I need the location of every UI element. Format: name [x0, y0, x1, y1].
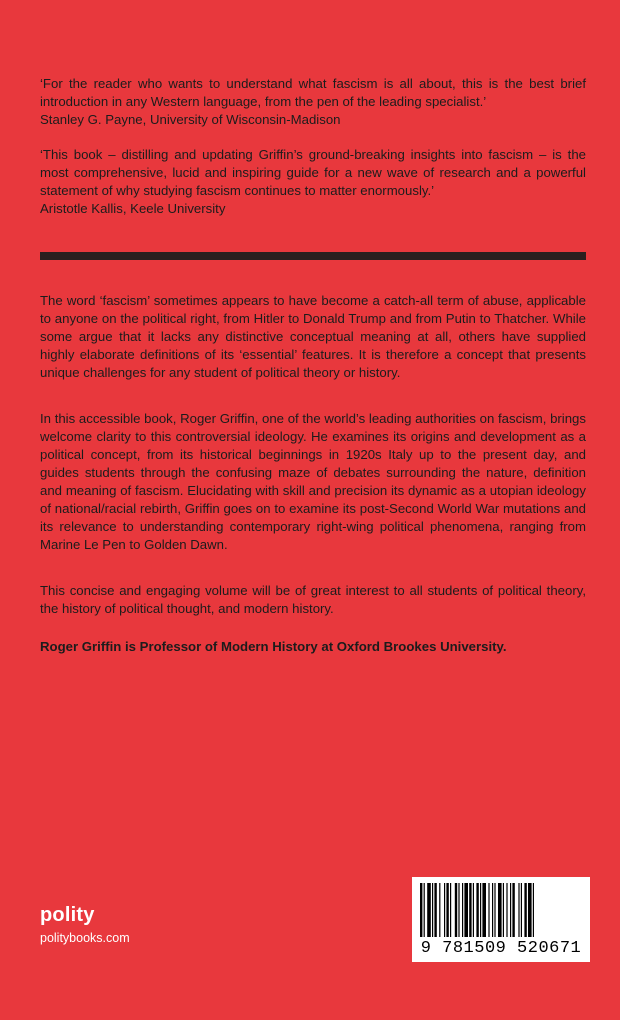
- paragraph-text: The word ‘fascism’ sometimes appears to have become a catch-all term of abuse, applicable to anyone on the political right, from Hitler to Donald Trump and from Putin to Thatcher. While some argue that it lacks any distinctive conceptual meaning at all, others have supplied highly elaborate definitions of its ‘essential’ features. It is therefore a concept that presents unique challenges for any student of political theory or history.: [40, 293, 586, 380]
- paragraph-text: This concise and engaging volume will be of great interest to all students of political theory, the history of political thought, and modern history.: [40, 583, 586, 616]
- quote-attribution: Aristotle Kallis, Keele University: [40, 201, 226, 216]
- barcode-bars-icon: [418, 883, 584, 939]
- publisher-block: [40, 905, 130, 945]
- quote-text: ‘This book – distilling and updating Griffin’s ground-breaking insights into fascism – is the most comprehensive, lucid and inspiring guide for a new wave of research and a powerful statement of why studying fascism continues to matter enormously.’: [40, 147, 586, 198]
- publisher-logo: polity: [40, 904, 95, 926]
- paragraph-text: In this accessible book, Roger Griffin, one of the world’s leading authorities on fascism, brings welcome clarity to this controversial ideology. He examines its origins and development as a political concept, from its historical beginnings in 1920s Italy up to the present day, and guides students through the confusing maze of debates surrounding the nature, definition and meaning of fascism. Elucidating with skill and precision its dynamic as a utopian ideology of national/racial rebirth, Griffin goes on to examine its post-Second World War mutations and its relevance to understanding contemporary right-wing political phenomena, ranging from Marine Le Pen to Golden Dawn.: [40, 411, 586, 552]
- publisher-url: politybooks.com: [40, 931, 130, 945]
- isbn-number: 9 781509 520671: [420, 939, 582, 958]
- bio-text: Roger Griffin is Professor of Modern History at Oxford Brookes University.: [40, 639, 507, 654]
- endorsement-quote-2: [40, 146, 586, 218]
- quote-text: ‘For the reader who wants to understand what fascism is all about, this is the best brief introduction in any Western language, from the pen of the leading specialist.’: [40, 76, 586, 109]
- quote-attribution: Stanley G. Payne, University of Wisconsin-Madison: [40, 112, 341, 127]
- isbn-barcode: [412, 877, 590, 962]
- description-paragraph-3: [40, 582, 586, 618]
- divider-rule: [40, 252, 586, 260]
- description-paragraph-2: [40, 410, 586, 554]
- endorsement-quote-1: [40, 75, 586, 129]
- author-bio: [40, 638, 586, 656]
- description-paragraph-1: [40, 292, 586, 382]
